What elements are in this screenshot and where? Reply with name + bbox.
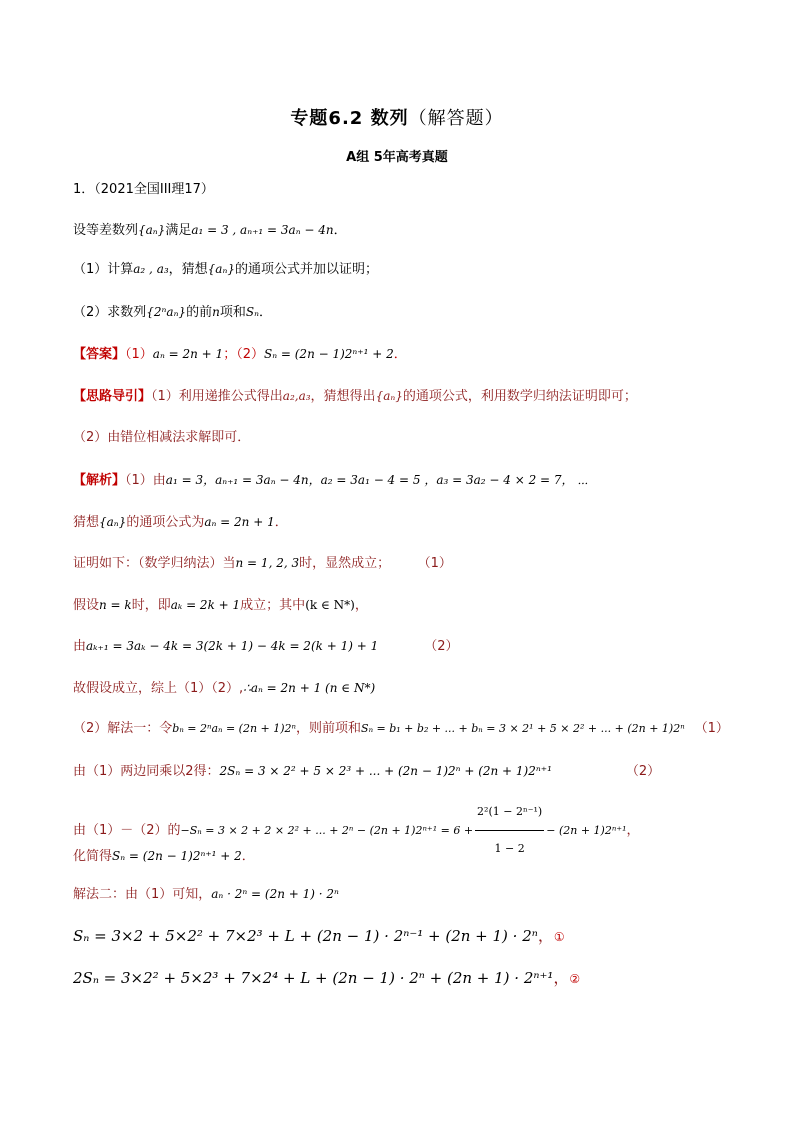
part1-prefix: （1）计算 bbox=[73, 262, 134, 277]
analysis-l4-b: 时，即 bbox=[131, 598, 171, 613]
part2-prefix: （2）求数列 bbox=[73, 305, 147, 320]
analysis-l4-a: 假设 bbox=[73, 598, 100, 613]
analysis-l9-f1: −Sₙ = 3 × 2 + 2 × 2² + ... + 2ⁿ − (2n + 1)2ⁿ⁺¹ = 6 + bbox=[180, 824, 474, 837]
analysis-l11-a: 解法二：由（1）可知， bbox=[73, 887, 212, 902]
analysis-l4-c: 成立；其中 bbox=[240, 598, 306, 613]
analysis-l2-seq: {aₙ} bbox=[99, 515, 127, 529]
section-subtitle: A组 5年高考真题 bbox=[346, 150, 448, 165]
statement-formula: a₁ = 3 , aₙ₊₁ = 3aₙ − 4n bbox=[191, 223, 334, 237]
title-main: 专题6.2 数列 bbox=[290, 108, 409, 129]
part2-mid2: 项和 bbox=[219, 305, 246, 320]
analysis-line-11 bbox=[73, 885, 339, 904]
guide-text-b: ，猜想得出 bbox=[310, 389, 376, 404]
part2-end: ． bbox=[258, 305, 272, 320]
statement-seq: {aₙ} bbox=[138, 223, 166, 237]
part2-sn: Sₙ bbox=[245, 305, 259, 319]
analysis-line-5 bbox=[73, 637, 459, 656]
part1-end: 的通项公式并加以证明； bbox=[234, 262, 378, 277]
analysis-l7-tag: （1） bbox=[694, 721, 729, 736]
analysis-l4-f3: (k ∈ N*) bbox=[305, 598, 355, 612]
analysis-line-4 bbox=[73, 596, 368, 615]
problem-part1 bbox=[73, 260, 378, 279]
analysis-l4-f1: n = k bbox=[99, 598, 132, 612]
statement-end: ． bbox=[333, 223, 347, 238]
guide-text-a: （1）利用递推公式得出 bbox=[151, 389, 283, 404]
analysis-line-10 bbox=[73, 847, 255, 866]
analysis-l9-end: ， bbox=[626, 823, 640, 838]
analysis-l7-f1: bₙ = 2ⁿaₙ = (2n + 1)2ⁿ bbox=[172, 722, 297, 735]
analysis-line-13 bbox=[73, 969, 580, 988]
equation-tag-1: ① bbox=[553, 930, 565, 944]
part1-seq: {aₙ} bbox=[207, 262, 235, 276]
analysis-l8-formula: 2Sₙ = 3 × 2² + 5 × 2³ + ... + (2n − 1)2ⁿ + (2n + 1)2ⁿ⁺¹ bbox=[219, 764, 552, 778]
title-paren: （解答题） bbox=[408, 108, 504, 129]
analysis-line-7 bbox=[73, 720, 729, 738]
part2-seq: {2ⁿaₙ} bbox=[146, 305, 187, 319]
analysis-l11-formula: aₙ · 2ⁿ = (2n + 1) · 2ⁿ bbox=[211, 887, 339, 901]
equation-tag-2: ② bbox=[569, 972, 581, 986]
analysis-l3-tag: （1） bbox=[424, 556, 452, 571]
problem-part2 bbox=[73, 303, 272, 322]
analysis-l10-formula: Sₙ = (2n − 1)2ⁿ⁺¹ + 2 bbox=[112, 849, 242, 863]
analysis-line-2 bbox=[73, 513, 288, 532]
analysis-line-8 bbox=[73, 762, 660, 781]
problem-number: 1．（2021全国III理17） bbox=[73, 182, 214, 197]
statement-mid: 满足 bbox=[165, 223, 192, 238]
part1-terms: a₂ , a₃ bbox=[133, 262, 169, 276]
analysis-l7-f2: Sₙ = b₁ + b₂ + ... + bₙ = 3 × 2¹ + 5 × 2² + ... + (2n + 1)2ⁿ bbox=[361, 722, 685, 735]
analysis-l12-formula: Sₙ = 3×2 + 5×2² + 7×2³ + L + (2n − 1) · 2ⁿ⁻¹ + (2n + 1) · 2ⁿ bbox=[73, 927, 538, 945]
analysis-l2-formula: aₙ = 2n + 1 bbox=[204, 515, 275, 529]
analysis-l1-formula: a₁ = 3，aₙ₊₁ = 3aₙ − 4n，a₂ = 3a₁ − 4 = 5 ，a₃ = 3a₂ − 4 × 2 = 7， ⋯ bbox=[165, 473, 589, 487]
answer-label: 【答案】 bbox=[73, 347, 126, 362]
problem-statement bbox=[73, 221, 347, 240]
guide-label: 【思路导引】 bbox=[73, 389, 152, 404]
analysis-l12-end: ， bbox=[537, 926, 554, 945]
analysis-l10-a: 化简得 bbox=[73, 849, 113, 864]
page-title bbox=[0, 104, 794, 130]
guide-text-c: 的通项公式，利用数学归纳法证明即可； bbox=[402, 389, 637, 404]
answer-formula-1: aₙ = 2n + 1 bbox=[152, 347, 224, 361]
part1-mid: ，猜想 bbox=[168, 262, 208, 277]
analysis-label: 【解析】 bbox=[73, 473, 126, 488]
guide-line-1 bbox=[73, 387, 637, 406]
statement-prefix: 设等差数列 bbox=[73, 223, 139, 238]
analysis-l9-a: 由（1）－（2）的 bbox=[73, 823, 181, 838]
fraction-numerator: 2²(1 − 2ⁿ⁻¹) bbox=[475, 794, 544, 831]
analysis-l6-a: 故假设成立，综上（1）（2）, bbox=[73, 681, 244, 696]
analysis-l6-formula: ∴aₙ = 2n + 1 (n ∈ N*) bbox=[243, 681, 376, 695]
analysis-l13-formula: 2Sₙ = 3×2² + 5×2³ + 7×2⁴ + L + (2n − 1) · 2ⁿ + (2n + 1) · 2ⁿ⁺¹ bbox=[73, 969, 554, 987]
analysis-l9-fraction bbox=[475, 794, 544, 867]
answer-sep: ； bbox=[223, 347, 237, 362]
part2-n: n bbox=[212, 305, 220, 319]
analysis-line-12 bbox=[73, 927, 565, 946]
analysis-l2-b: 的通项公式为 bbox=[126, 515, 205, 530]
analysis-l3-formula: n = 1, 2, 3 bbox=[235, 556, 300, 570]
analysis-l10-end: ． bbox=[241, 849, 255, 864]
analysis-l1-text: （1）由 bbox=[125, 473, 166, 488]
analysis-l4-f2: aₖ = 2k + 1 bbox=[170, 598, 241, 612]
analysis-l13-end: ， bbox=[553, 968, 570, 987]
analysis-l5-tag: （2） bbox=[424, 639, 459, 654]
analysis-l5-formula: aₖ₊₁ = 3aₖ − 4k = 3(2k + 1) − 4k = 2(k + 1) + 1 bbox=[86, 639, 379, 653]
analysis-l3-a: 证明如下：（数学归纳法）当 bbox=[73, 556, 236, 571]
analysis-l8-tag: （2） bbox=[625, 764, 661, 779]
guide-line-2: （2）由错位相减法求解即可． bbox=[73, 430, 251, 445]
part2-mid: 的前 bbox=[186, 305, 213, 320]
analysis-l2-a: 猜想 bbox=[73, 515, 100, 530]
analysis-l3-b: 时，显然成立； bbox=[299, 556, 391, 571]
fraction-denominator: 1 − 2 bbox=[494, 842, 525, 855]
analysis-l7-a: （2）解法一：令 bbox=[73, 721, 173, 736]
analysis-line-1 bbox=[73, 471, 588, 490]
analysis-line-6 bbox=[73, 679, 375, 698]
answer-formula-2: Sₙ = (2n − 1)2ⁿ⁺¹ + 2 bbox=[263, 347, 394, 361]
guide-seq: {aₙ} bbox=[375, 389, 403, 403]
answer-part2-tag: （2） bbox=[236, 347, 264, 362]
answer-part1-tag: （1） bbox=[125, 347, 153, 362]
analysis-l8-a: 由（1）两边同乘以2得： bbox=[73, 764, 220, 779]
analysis-l7-b: ，则前项和 bbox=[296, 721, 362, 736]
guide-terms: a₂,a₃ bbox=[282, 389, 311, 403]
analysis-line-3 bbox=[73, 554, 452, 573]
analysis-l5-a: 由 bbox=[73, 639, 87, 654]
analysis-l2-end: ． bbox=[274, 515, 288, 530]
answer-line bbox=[73, 345, 407, 364]
analysis-l9-f2: − (2n + 1)2ⁿ⁺¹ bbox=[546, 824, 627, 837]
answer-end: ． bbox=[393, 347, 407, 362]
analysis-l4-end: ， bbox=[354, 598, 368, 613]
